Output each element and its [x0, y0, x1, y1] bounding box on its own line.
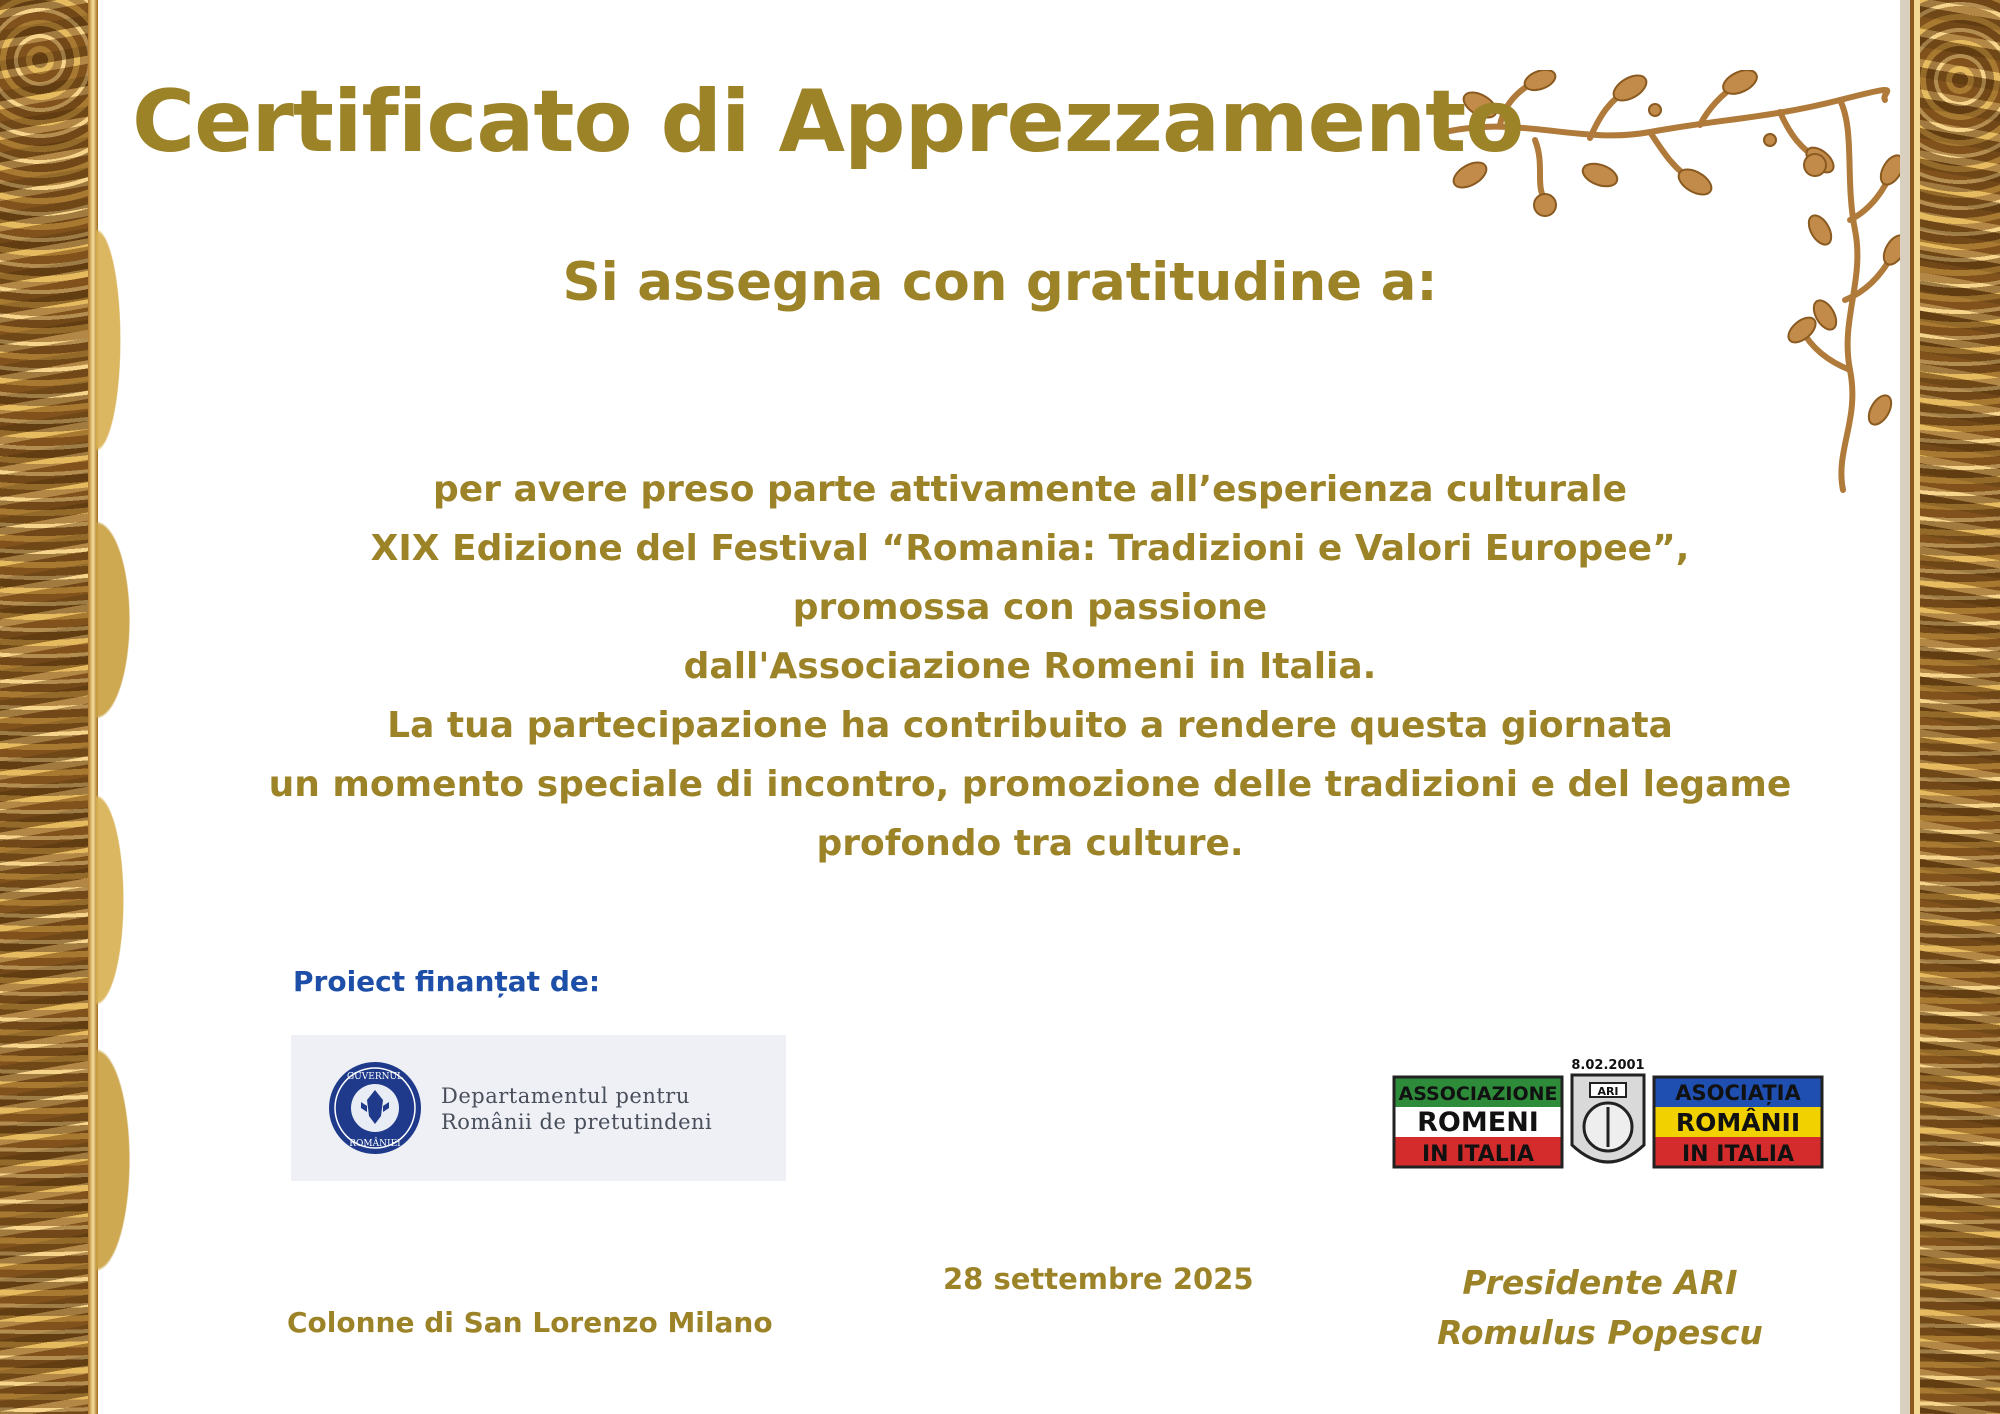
body-line: dall'Associazione Romeni in Italia. — [683, 646, 1377, 687]
certificate-body — [150, 460, 1910, 873]
signature-block — [1430, 1258, 1770, 1358]
body-line: XIX Edizione del Festival “Romania: Tradizioni e Valori Europee”, — [370, 528, 1690, 569]
signature-name: Romulus Popescu — [1437, 1313, 1763, 1352]
certificate-subtitle: Si assegna con gratitudine a: — [562, 252, 1438, 313]
certificate-title: Certificato di Apprezzamento — [132, 72, 1524, 172]
seal-text-top: GUVERNUL — [346, 1072, 404, 1082]
department-name-line: Românii de pretutindeni — [441, 1110, 713, 1134]
ari-left-line: ASSOCIAZIONE — [1398, 1083, 1558, 1105]
seal-text-bottom: ROMÂNIEI — [349, 1139, 401, 1149]
department-name-line: Departamentul pentru — [441, 1084, 690, 1108]
ari-right-line: ASOCIAȚIA — [1675, 1081, 1801, 1105]
department-name — [441, 1083, 712, 1135]
ari-right-line: IN ITALIA — [1682, 1142, 1794, 1167]
funding-label: Proiect finanțat de: — [293, 965, 601, 998]
ari-date: 8.02.2001 — [1571, 1058, 1645, 1073]
event-date: 28 settembre 2025 — [943, 1262, 1254, 1296]
event-location: Colonne di San Lorenzo Milano — [287, 1306, 773, 1339]
ari-right-line: ROMÂNII — [1675, 1108, 1801, 1137]
government-seal-icon — [327, 1060, 423, 1156]
body-line: profondo tra culture. — [816, 823, 1244, 864]
body-line: La tua partecipazione ha contribuito a rendere questa giornata — [387, 705, 1673, 746]
ornate-frame-left — [0, 0, 98, 1414]
department-logo — [291, 1035, 786, 1181]
ari-left-line: IN ITALIA — [1422, 1142, 1534, 1167]
ornate-frame-right — [1900, 0, 2000, 1414]
ari-left-line: ROMENI — [1417, 1107, 1539, 1138]
body-line: per avere preso parte attivamente all’esperienza culturale — [432, 469, 1628, 510]
body-line: un momento speciale di incontro, promozione delle tradizioni e del legame — [268, 764, 1792, 805]
signature-role: Presidente ARI — [1462, 1263, 1738, 1302]
body-line: promossa con passione — [792, 587, 1268, 628]
ari-association-logo — [1392, 1055, 1824, 1175]
ari-center-text: ARI — [1597, 1085, 1619, 1098]
